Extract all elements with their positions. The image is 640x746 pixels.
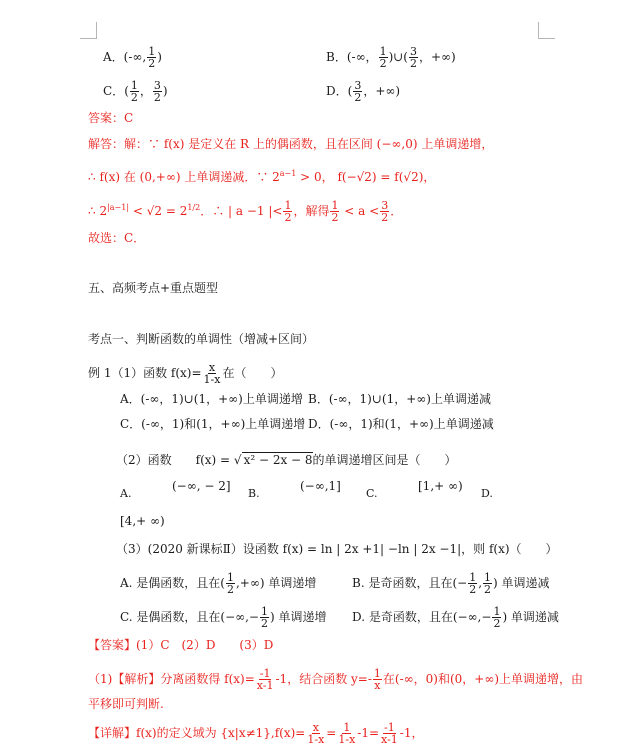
example-1-question-2: （2）函数 f(x) = √ x² − 2x − 8的单调递增区间是（ ）: [116, 453, 457, 467]
answer-line: 答案：C: [88, 111, 134, 125]
solution-line-3: ∴ $2^{|a-1|} < √2 = 2^{1/2}$．∴ | a −1 |< $\frac{1}{2}$ ，解得 $\frac{1}{2}$ < a < $\frac{3}{2}$ ．: [88, 199, 403, 224]
q2-option-b-value: (−∞,1]: [300, 479, 341, 493]
q2-option-c-label: C.: [366, 487, 378, 500]
solution-part-1-cont: 平移即可判断.: [88, 697, 164, 711]
q1-option-b: B．(-∞，1)∪(1，+∞)上单调递减: [308, 392, 491, 406]
q3-option-d: D. 是奇函数，且在(−∞,− $\frac{1}{2}$ ) 单调递减: [352, 605, 559, 630]
example-1-question-3: （3）(2020 新课标Ⅱ）设函数 f(x) = ln | 2x +1| −ln | 2x −1|，则 f(x)（ ）: [116, 542, 558, 556]
section-title: 五、高频考点+重点题型: [88, 281, 219, 295]
solution-detail: 【详解】f(x)的定义域为 {x|x≠1},f(x)= $\frac{x}{1-x}$ = $\frac{1}{1-x}$ -1= $\frac{-1}{x-1}$ -1，: [88, 721, 424, 746]
solution-line-1: 解答：解：∵ f(x) 是定义在 R 上的偶函数，且在区间 (−∞,0) 上单调递增，: [88, 137, 494, 151]
option-c: C．( $\frac{1}{2}$ ， $\frac{3}{2}$ ): [103, 79, 168, 104]
corner-mark-top-right: [538, 22, 555, 39]
choose-line: 故选：C．: [88, 231, 146, 245]
q2-option-a-label: A.: [120, 487, 132, 500]
q2-option-d-value: [4,+ ∞): [120, 514, 165, 528]
solution-answer: 【答案】(1）C (2）D (3）D: [88, 638, 274, 652]
option-d: D．( $\frac{3}{2}$ ，+∞): [326, 79, 401, 104]
q3-option-a: A. 是偶函数，且在( $\frac{1}{2}$ ,+∞) 单调递增: [120, 571, 317, 596]
q2-option-b-label: B.: [248, 487, 260, 500]
option-a: A．(-∞, $\frac{1}{2}$ ): [103, 45, 162, 70]
q2-option-c-value: [1,+ ∞): [418, 479, 463, 493]
q2-option-a-value: (−∞, − 2]: [172, 479, 231, 493]
solution-line-2: ∴ f(x) 在 (0,+∞) 上单调递减．∵ $2^{a-1} > 0$， f(−√2) = f(√2)，: [88, 169, 436, 184]
solution-part-1: （1)【解析】分离函数得 f(x)= $\frac{-1}{x-1}$ -1，结合函数 y=- $\frac{1}{x}$ 在(-∞，0)和(0，+∞)上单调递增，由: [88, 667, 584, 692]
example-1-question-1: 例 1（1）函数 f(x)= $\frac{x}{1-x}$ 在（ ）: [88, 361, 283, 386]
q3-option-c: C. 是偶函数，且在(−∞,− $\frac{1}{2}$ ) 单调递增: [120, 605, 327, 630]
kaodian-title: 考点一、判断函数的单调性（增减+区间）: [88, 332, 315, 346]
corner-mark-top-left: [80, 22, 97, 39]
q1-option-c: C．(-∞，1)和(1，+∞)上单调递增: [120, 417, 306, 431]
q2-option-d-label: D.: [481, 487, 493, 500]
q1-option-a: A．(-∞，1)∪(1，+∞)上单调递增: [120, 392, 303, 406]
option-b: B．(-∞， $\frac{1}{2}$ )∪( $\frac{3}{2}$ ，+∞): [326, 45, 456, 70]
q3-option-b: B. 是奇函数，且在(− $\frac{1}{2}$ , $\frac{1}{2}$ ) 单调递减: [352, 571, 550, 596]
q1-option-d: D．(-∞，1)和(1，+∞)上单调递减: [308, 417, 494, 431]
